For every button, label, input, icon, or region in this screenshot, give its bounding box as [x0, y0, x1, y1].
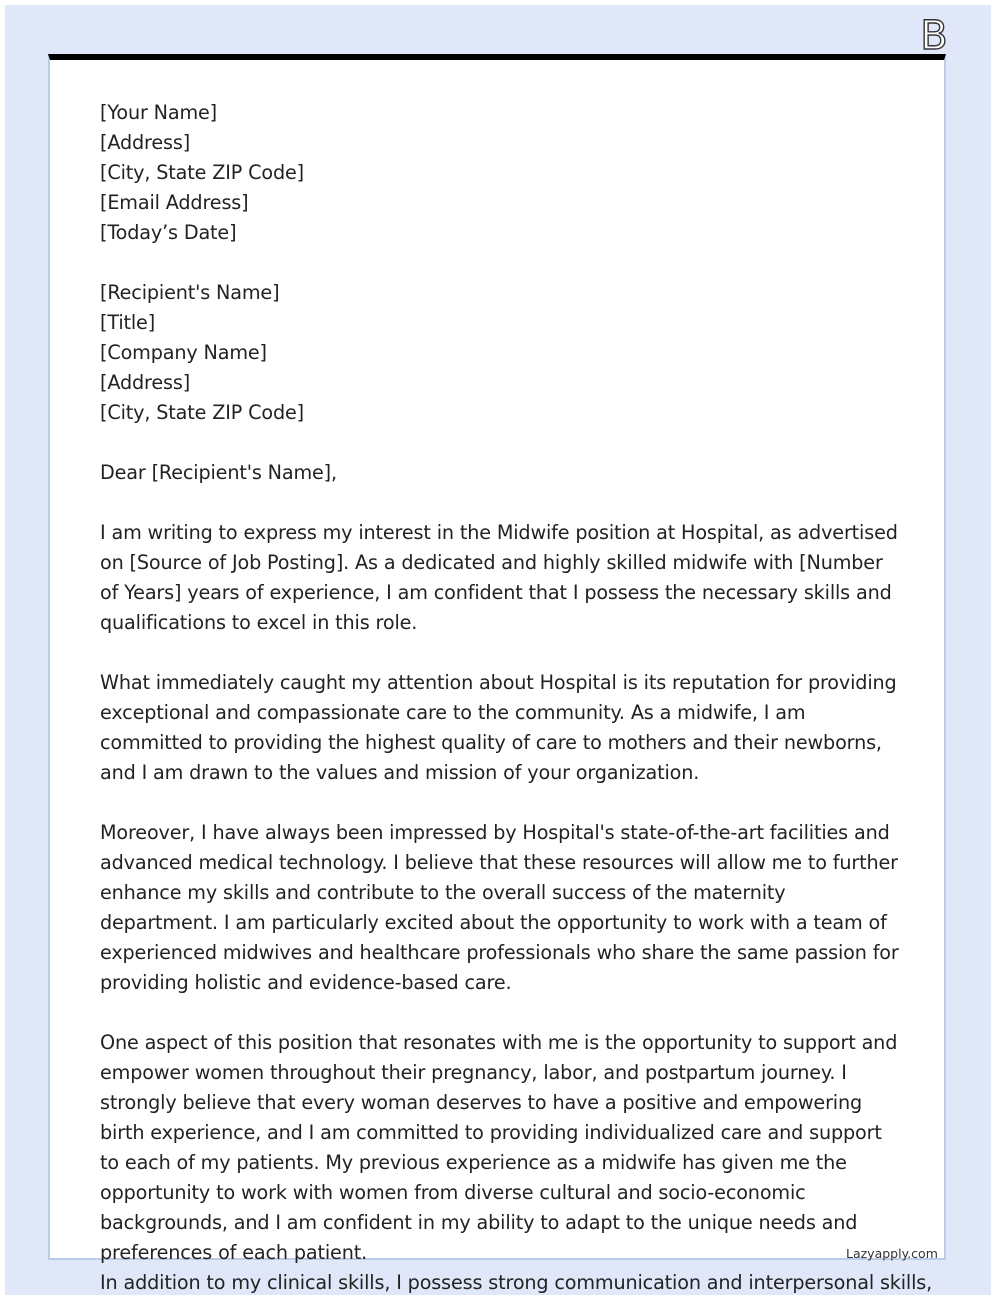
sender-address: [Address] — [100, 131, 191, 154]
recipient-city-state-zip: [City, State ZIP Code] — [100, 401, 304, 424]
recipient-title: [Title] — [100, 311, 156, 334]
recipient-company: [Company Name] — [100, 341, 267, 364]
recipient-name: [Recipient's Name] — [100, 281, 280, 304]
salutation: Dear [Recipient's Name], — [100, 461, 337, 484]
watermark-text: Lazyapply.com — [846, 1246, 938, 1261]
letter-body — [100, 98, 933, 1298]
paragraph-facilities: Moreover, I have always been impressed by Hospital's state-of-the-art facilities and advanced medical technology. I believe that these resources will allow me to further enhance my skills and contribute to the overall success of the maternity department. I am particularly excited about the opportunity to work with a team of experienced midwives and healthcare professionals who share the same passion for providing holistic and evidence-based care. — [100, 821, 899, 994]
sender-email: [Email Address] — [100, 191, 249, 214]
letter-date: [Today’s Date] — [100, 221, 237, 244]
paragraph-attention: What immediately caught my attention about Hospital is its reputation for providing exceptional and compassionate care to the community. As a midwife, I am committed to providing the highest quality of care to mothers and their newborns, and I am drawn to the values and mission of your organization. — [100, 671, 897, 784]
paragraph-intro: I am writing to express my interest in the Midwife position at Hospital, as advertised on [Source of Job Posting]. As a dedicated and highly skilled midwife with [Number of Years] years of experience, I am confident that I possess the necessary skills and qualifications to excel in this role. — [100, 521, 898, 634]
continued-text-line: In addition to my clinical skills, I possess strong communication and interpersonal skills, — [100, 1271, 933, 1294]
sender-city-state-zip: [City, State ZIP Code] — [100, 161, 304, 184]
brand-logo: B — [920, 13, 948, 59]
recipient-address: [Address] — [100, 371, 191, 394]
paragraph-empowerment: One aspect of this position that resonates with me is the opportunity to support and empower women throughout their pregnancy, labor, and postpartum journey. I strongly believe that every woman deserves to have a positive and empowering birth experience, and I am committed to providing individualized care and support to each of my patients. My previous experience as a midwife has given me the opportunity to work with women from diverse cultural and socio-economic backgrounds, and I am confident in my ability to adapt to the unique needs and preferences of each patient. — [100, 1031, 898, 1264]
sender-name: [Your Name] — [100, 101, 217, 124]
